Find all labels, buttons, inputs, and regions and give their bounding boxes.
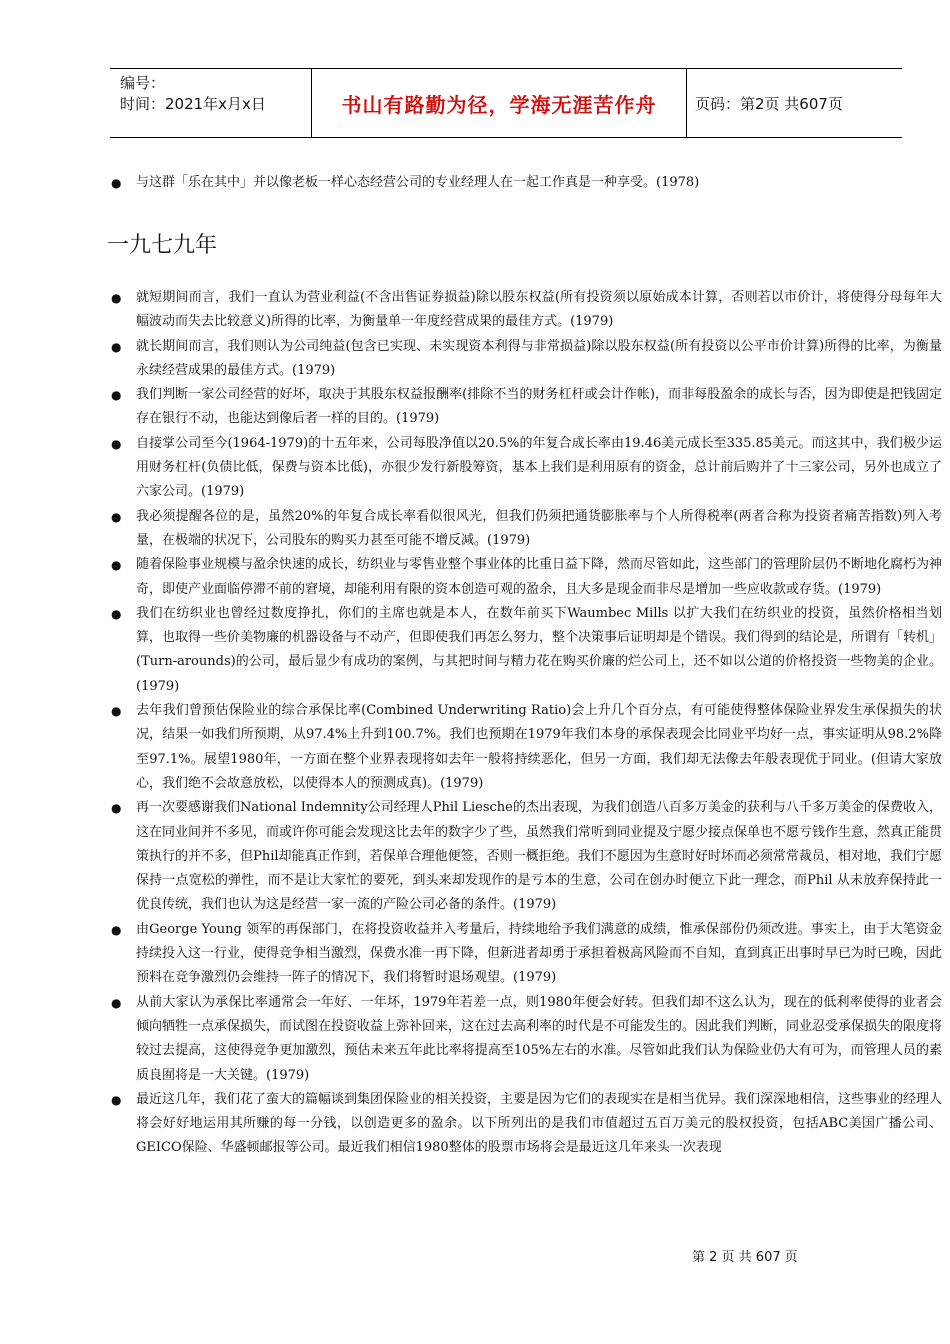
list-item bbox=[110, 602, 942, 699]
list-item-text: 由George Young 领军的再保部门，在将投资收益并入考量后，持续地给予我们满意的成绩，惟承保部份仍须改进。事实上，由于大笔资金持续投入这一行业，使得竞争相当激烈，保费水准一再下降，但新进者却勇于承担着极高风险而不自知，直到真正出事时早已为时已晚，因此预料在竞争激烈仍会维持一阵子的情况下，我们将暂时退场观望。(1979) bbox=[136, 921, 943, 986]
list-item bbox=[110, 335, 942, 384]
header-page-info: 页码：第2页 共607页 bbox=[695, 94, 843, 113]
page-header bbox=[110, 68, 902, 138]
bullet-icon: ● bbox=[111, 704, 122, 719]
bullet-icon: ● bbox=[111, 922, 122, 937]
bullet-icon: ● bbox=[111, 339, 122, 354]
list-item-text: 最近这几年，我们花了蛮大的篇幅谈到集团保险业的相关投资，主要是因为它们的表现实在是相当优异。我们深深地相信，这些事业的经理人将会好好地运用其所赚的每一分钱，以创造更多的盈余。以下所列出的是我们市值超过五百万美元的股权投资，包括ABC美国广播公司、GEICO保险、华盛顿邮报等公司。最近我们相信1980整体的股票市场将会是最近这几年来头一次表现 bbox=[136, 1091, 943, 1156]
list-item-text: 去年我们曾预估保险业的综合承保比率(Combined Underwriting Ratio)会上升几个百分点，有可能使得整体保险业界发生承保损失的状况，结果一如我们所预期，从97.4%上升到100.7%。我们也预期在1979年我们本身的承保表现会比同业平均好一点，事实证明从98.2%降至97.1%。展望1980年，一方面在整个业界表现将如去年一般将持续恶化，但另一方面，我们却无法像去年般表现优于同业。(但请大家放心，我们绝不会故意放松，以使得本人的预测成真)。(1979) bbox=[136, 703, 942, 791]
bullet-icon: ● bbox=[111, 291, 122, 305]
list-item bbox=[110, 1088, 942, 1161]
bullet-icon: ● bbox=[111, 436, 122, 451]
list-item-text: 就短期间而言，我们一直认为营业利益(不含出售证券损益)除以股东权益(所有投资须以原始成本计算，否则若以市价计，将使得分母每年大幅波动而失去比较意义)所得的比率，为衡量单一年度经营成果的最佳方式。(1979) bbox=[136, 290, 942, 330]
page-footer: 第 2 页 共 607 页 bbox=[692, 1250, 798, 1265]
list-item bbox=[110, 286, 942, 335]
bullet-icon: ● bbox=[111, 176, 122, 190]
carryover-bullet-text: 与这群「乐在其中」并以像老板一样心态经营公司的专业经理人在一起工作真是一种享受。(1978) bbox=[136, 175, 700, 190]
list-item bbox=[110, 991, 942, 1088]
list-item bbox=[110, 699, 942, 796]
bullet-icon: ● bbox=[111, 1092, 122, 1107]
bullet-icon: ● bbox=[111, 558, 122, 573]
carryover-bullet bbox=[110, 171, 940, 195]
header-meta bbox=[110, 69, 312, 137]
number-label: 编号： bbox=[120, 74, 166, 92]
list-item-text: 再一次要感谢我们National Indemnity公司经理人Phil Liesche的杰出表现，为我们创造八百多万美金的获利与八千多万美金的保费收入，这在同业间并不多见，而或许你可能会发现这比去年的数字少了些，虽然我们常听到同业提及宁愿少接点保单也不愿亏钱作生意，然真正能贯策执行的并不多，但Phil却能真正作到，若保单合理他便签，否则一概拒绝。我们不愿因为生意时好时坏而必须常常裁员，相对地，我们宁愿保持一点宽松的弹性，而不是让大家忙的要死，到头来却发现作的是亏本的生意，公司在创办时便立下此一理念，而Phil 从未放弃保持此一优良传统，我们也认为这是经营一家一流的产险公司必备的条件。(1979) bbox=[136, 800, 943, 913]
list-item bbox=[110, 432, 942, 505]
list-item bbox=[110, 383, 942, 432]
time-label: 时间：2021年x月x日 bbox=[120, 95, 266, 113]
bullet-list bbox=[110, 286, 942, 1161]
list-item bbox=[110, 553, 942, 602]
section-title: 一九七九年 bbox=[107, 233, 218, 258]
list-item-text: 随着保险事业规模与盈余快速的成长，纺织业与零售业整个事业体的比重日益下降，然而尽管如此，这些部门的管理阶层仍不断地化腐朽为神奇，即使产业面临停滞不前的窘境，却能利用有限的资本创造可观的盈余，且大多是现金而非尽是增加一些应收款或存货。(1979) bbox=[136, 557, 943, 597]
motto-text: 书山有路勤为径，学海无涯苦作舟 bbox=[341, 92, 657, 117]
bullet-icon: ● bbox=[111, 388, 122, 403]
list-item bbox=[110, 796, 942, 917]
bullet-icon: ● bbox=[111, 509, 122, 524]
list-item-text: 我们在纺织业也曾经过数度挣扎，你们的主席也就是本人，在数年前买下Waumbec Mills 以扩大我们在纺织业的投资，虽然价格相当划算，也取得一些价美物廉的机器设备与不动产，但即使我们再怎么努力，整个决策事后证明却是个错误。我们得到的结论是，所谓有「转机」(Turn-arounds)的公司，最后显少有成功的案例，与其把时间与精力花在购买价廉的烂公司上，还不如以公道的价格投资一些物美的企业。(1979) bbox=[136, 605, 943, 694]
header-motto-cell bbox=[312, 69, 687, 137]
list-item bbox=[110, 505, 942, 554]
list-item bbox=[110, 918, 942, 991]
bullet-icon: ● bbox=[111, 606, 122, 621]
list-item-text: 就长期间而言，我们则认为公司纯益(包含已实现、未实现资本利得与非常损益)除以股东权益(所有投资以公平市价计算)所得的比率，为衡量永续经营成果的最佳方式。(1979) bbox=[136, 338, 942, 378]
list-item-text: 我们判断一家公司经营的好坏，取决于其股东权益报酬率(排除不当的财务杠杆或会计作帐)，而非每股盈余的成长与否，因为即使是把钱固定存在银行不动，也能达到像后者一样的目的。(1979) bbox=[136, 387, 942, 427]
list-item-text: 从前大家认为承保比率通常会一年好、一年坏，1979年若差一点，则1980年便会好转。但我们却不这么认为，现在的低利率使得的业者会倾向牺牲一点承保损失，而试图在投资收益上弥补回来，这在过去高利率的时代是不可能发生的。因此我们判断，同业忍受承保损失的限度将较过去提高，这使得竞争更加激烈，预估未来五年此比率将提高至105%左右的水准。尽管如此我们认为保险业仍大有可为，而管理人员的素质良囿将是一大关键。(1979) bbox=[136, 994, 943, 1083]
list-item-text: 我必须提醒各位的是，虽然20%的年复合成长率看似很风光，但我们仍须把通货膨胀率与个人所得税率(两者合称为投资者痛苦指数)列入考量，在极端的状况下，公司股东的购买力甚至可能不增反减。(1979) bbox=[136, 508, 942, 548]
bullet-icon: ● bbox=[111, 995, 122, 1010]
list-item-text: 自接掌公司至今(1964-1979)的十五年来，公司每股净值以20.5%的年复合成长率由19.46美元成长至335.85美元。而这其中，我们极少运用财务杠杆(负债比低，保费与资本比低)，亦很少发行新股筹资，基本上我们是利用原有的资金，总计前后购并了十三家公司，另外也成立了六家公司。(1979) bbox=[136, 435, 942, 500]
bullet-icon: ● bbox=[111, 801, 122, 816]
